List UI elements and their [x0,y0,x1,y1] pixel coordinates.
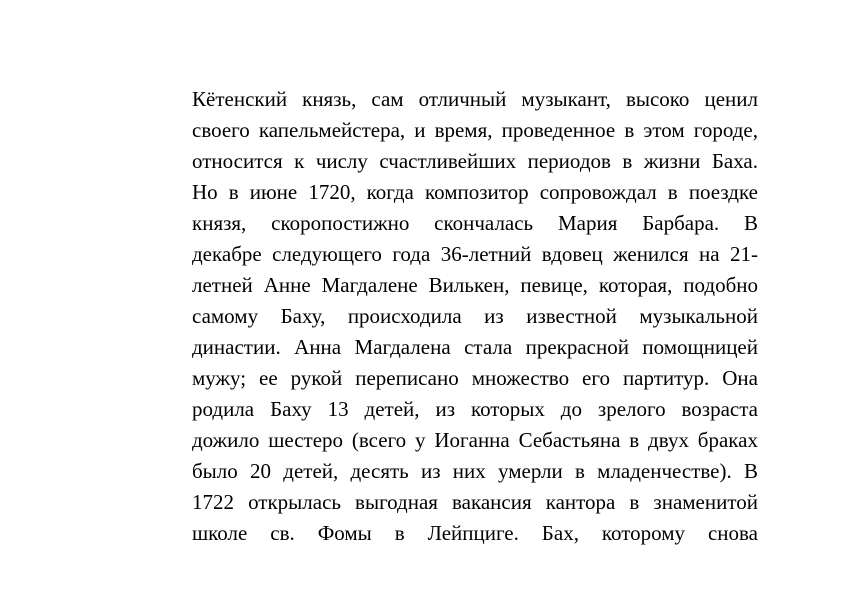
text-line: было 20 детей, десять из них умерли в младенчестве). В [192,459,758,483]
text-line: своего капельмейстера, и время, проведенное в этом городе, [192,118,758,142]
text-line: самому Баху, происходила из известной музыкальной [192,304,758,328]
body-paragraph [192,84,758,549]
text-line: Но в июне 1720, когда композитор сопровождал в поездке [192,180,758,204]
text-line: декабре следующего года 36-летний вдовец женился на 21- [192,242,758,266]
text-line: Кётенский князь, сам отличный музыкант, высоко ценил [192,87,758,111]
text-line: династии. Анна Магдалена стала прекрасной помощницей [192,335,758,359]
text-line: школе св. Фомы в Лейпциге. Бах, которому снова [192,521,758,545]
text-line: 1722 открылась выгодная вакансия кантора в знаменитой [192,490,758,514]
text-line: князя, скоропостижно скончалась Мария Барбара. В [192,211,758,235]
text-line: мужу; ее рукой переписано множество его партитур. Она [192,366,758,390]
text-line: родила Баху 13 детей, из которых до зрелого возраста [192,397,758,421]
text-line: дожило шестеро (всего у Иоганна Себастьяна в двух браках [192,428,758,452]
text-line: относится к числу счастливейших периодов в жизни Баха. [192,149,758,173]
text-line: летней Анне Магдалене Вилькен, певице, которая, подобно [192,273,758,297]
